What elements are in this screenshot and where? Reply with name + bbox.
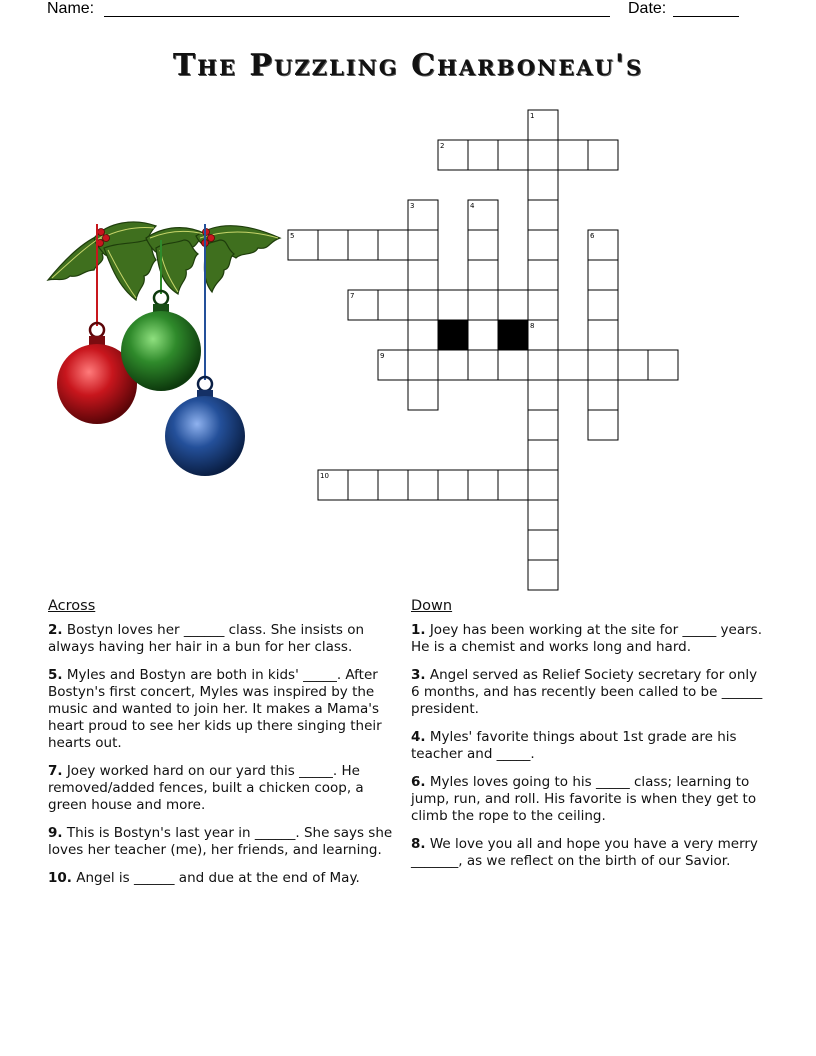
grid-cell[interactable] [408, 470, 438, 500]
grid-cell[interactable] [468, 200, 498, 230]
grid-cell[interactable] [468, 140, 498, 170]
cell-number: 1 [530, 112, 535, 120]
grid-cell[interactable] [348, 230, 378, 260]
grid-cell[interactable] [528, 200, 558, 230]
grid-cell[interactable] [588, 320, 618, 350]
grid-cell[interactable] [528, 320, 558, 350]
across-clues [48, 598, 403, 898]
grid-cell[interactable] [528, 410, 558, 440]
grid-cell[interactable] [528, 470, 558, 500]
grid-cell[interactable] [438, 140, 468, 170]
down-heading: Down [411, 598, 453, 614]
grid-cell[interactable] [408, 230, 438, 260]
grid-cell[interactable] [438, 350, 468, 380]
grid-cell[interactable] [588, 230, 618, 260]
grid-cell[interactable] [438, 290, 468, 320]
grid-cell[interactable] [468, 350, 498, 380]
clue-down-1: 1. Joey has been working at the site for _____ years. He is a chemist and works long and hard. [411, 622, 762, 655]
grid-cell[interactable] [528, 380, 558, 410]
clue-down-3: 3. Angel served as Relief Society secretary for only 6 months, and has recently been called to be ______ president. [411, 667, 763, 717]
grid-cell[interactable] [498, 470, 528, 500]
grid-cell[interactable] [528, 350, 558, 380]
grid-cell[interactable] [438, 470, 468, 500]
grid-cell[interactable] [468, 230, 498, 260]
cell-number: 2 [440, 142, 445, 150]
grid-cell[interactable] [528, 500, 558, 530]
grid-cell[interactable] [558, 350, 588, 380]
grid-cell[interactable] [408, 290, 438, 320]
grid-cell[interactable] [498, 350, 528, 380]
grid-cell[interactable] [618, 350, 648, 380]
cell-number: 6 [590, 232, 595, 240]
grid-cell[interactable] [528, 230, 558, 260]
cell-number: 3 [410, 202, 415, 210]
clue-across-5: 5. Myles and Bostyn are both in kids' _____. After Bostyn's first concert, Myles was inspired by the music and wanted to join her. It makes a Mama's heart proud to see her kids up there singing their hearts out. [48, 667, 382, 751]
grid-cell[interactable] [558, 140, 588, 170]
grid-cell[interactable] [528, 290, 558, 320]
cell-number: 5 [290, 232, 295, 240]
name-input-line[interactable] [104, 16, 610, 17]
grid-cell[interactable] [528, 440, 558, 470]
name-label: Name: [47, 0, 95, 17]
christmas-ornaments-illustration [46, 218, 286, 480]
grid-cell[interactable] [528, 140, 558, 170]
green-ornament-icon [121, 291, 201, 391]
grid-cell[interactable] [378, 290, 408, 320]
grid-cell[interactable] [408, 380, 438, 410]
clue-down-8: 8. We love you all and hope you have a very merry _______, as we reflect on the birth of our Savior. [411, 836, 758, 869]
grid-cell[interactable] [318, 230, 348, 260]
grid-cell[interactable] [528, 170, 558, 200]
black-cell [498, 320, 528, 350]
black-cell [438, 320, 468, 350]
cell-number: 4 [470, 202, 475, 210]
grid-cell[interactable] [378, 470, 408, 500]
grid-cell[interactable] [588, 260, 618, 290]
blue-ornament-icon [165, 377, 245, 476]
grid-cell[interactable] [588, 380, 618, 410]
clue-across-2: 2. Bostyn loves her ______ class. She insists on always having her hair in a bun for her class. [48, 622, 365, 655]
clue-across-7: 7. Joey worked hard on our yard this _____. He removed/added fences, built a chicken coop, a green house and more. [48, 763, 364, 813]
grid-cell[interactable] [318, 470, 348, 500]
grid-cell[interactable] [468, 260, 498, 290]
grid-cell[interactable] [348, 470, 378, 500]
grid-cell[interactable] [528, 530, 558, 560]
grid-cell[interactable] [378, 350, 408, 380]
grid-cell[interactable] [468, 290, 498, 320]
grid-cell[interactable] [528, 110, 558, 140]
grid-cell[interactable] [468, 470, 498, 500]
clue-across-10: 10. Angel is ______ and due at the end of May. [48, 870, 360, 886]
grid-cell[interactable] [408, 200, 438, 230]
date-input-line[interactable] [673, 16, 739, 17]
grid-cell[interactable] [288, 230, 318, 260]
grid-cell[interactable] [588, 290, 618, 320]
cell-number: 7 [350, 292, 355, 300]
grid-cell[interactable] [588, 350, 618, 380]
clue-down-6: 6. Myles loves going to his _____ class; learning to jump, run, and roll. His favorite is when they get to climb the rope to the ceiling. [411, 774, 757, 824]
down-clues [411, 598, 767, 881]
grid-cell[interactable] [528, 560, 558, 590]
grid-cell[interactable] [498, 140, 528, 170]
clue-across-9: 9. This is Bostyn's last year in ______. She says she loves her teacher (me), her friends, and learning. [48, 825, 393, 858]
grid-cell[interactable] [408, 350, 438, 380]
cell-number: 9 [380, 352, 385, 360]
grid-cell[interactable] [348, 290, 378, 320]
clue-down-4: 4. Myles' favorite things about 1st grade are his teacher and _____. [411, 729, 737, 762]
grid-cell[interactable] [408, 320, 438, 350]
grid-cell[interactable] [588, 140, 618, 170]
grid-cell[interactable] [648, 350, 678, 380]
cell-number: 8 [530, 322, 535, 330]
grid-cell[interactable] [468, 320, 498, 350]
cell-number: 10 [320, 472, 329, 480]
grid-cell[interactable] [588, 410, 618, 440]
grid-cell[interactable] [528, 260, 558, 290]
grid-cell[interactable] [498, 290, 528, 320]
across-heading: Across [48, 598, 96, 614]
grid-cell[interactable] [408, 260, 438, 290]
page-title: The Puzzling Charboneau's [172, 48, 644, 83]
date-label: Date: [628, 0, 667, 17]
grid-cell[interactable] [378, 230, 408, 260]
